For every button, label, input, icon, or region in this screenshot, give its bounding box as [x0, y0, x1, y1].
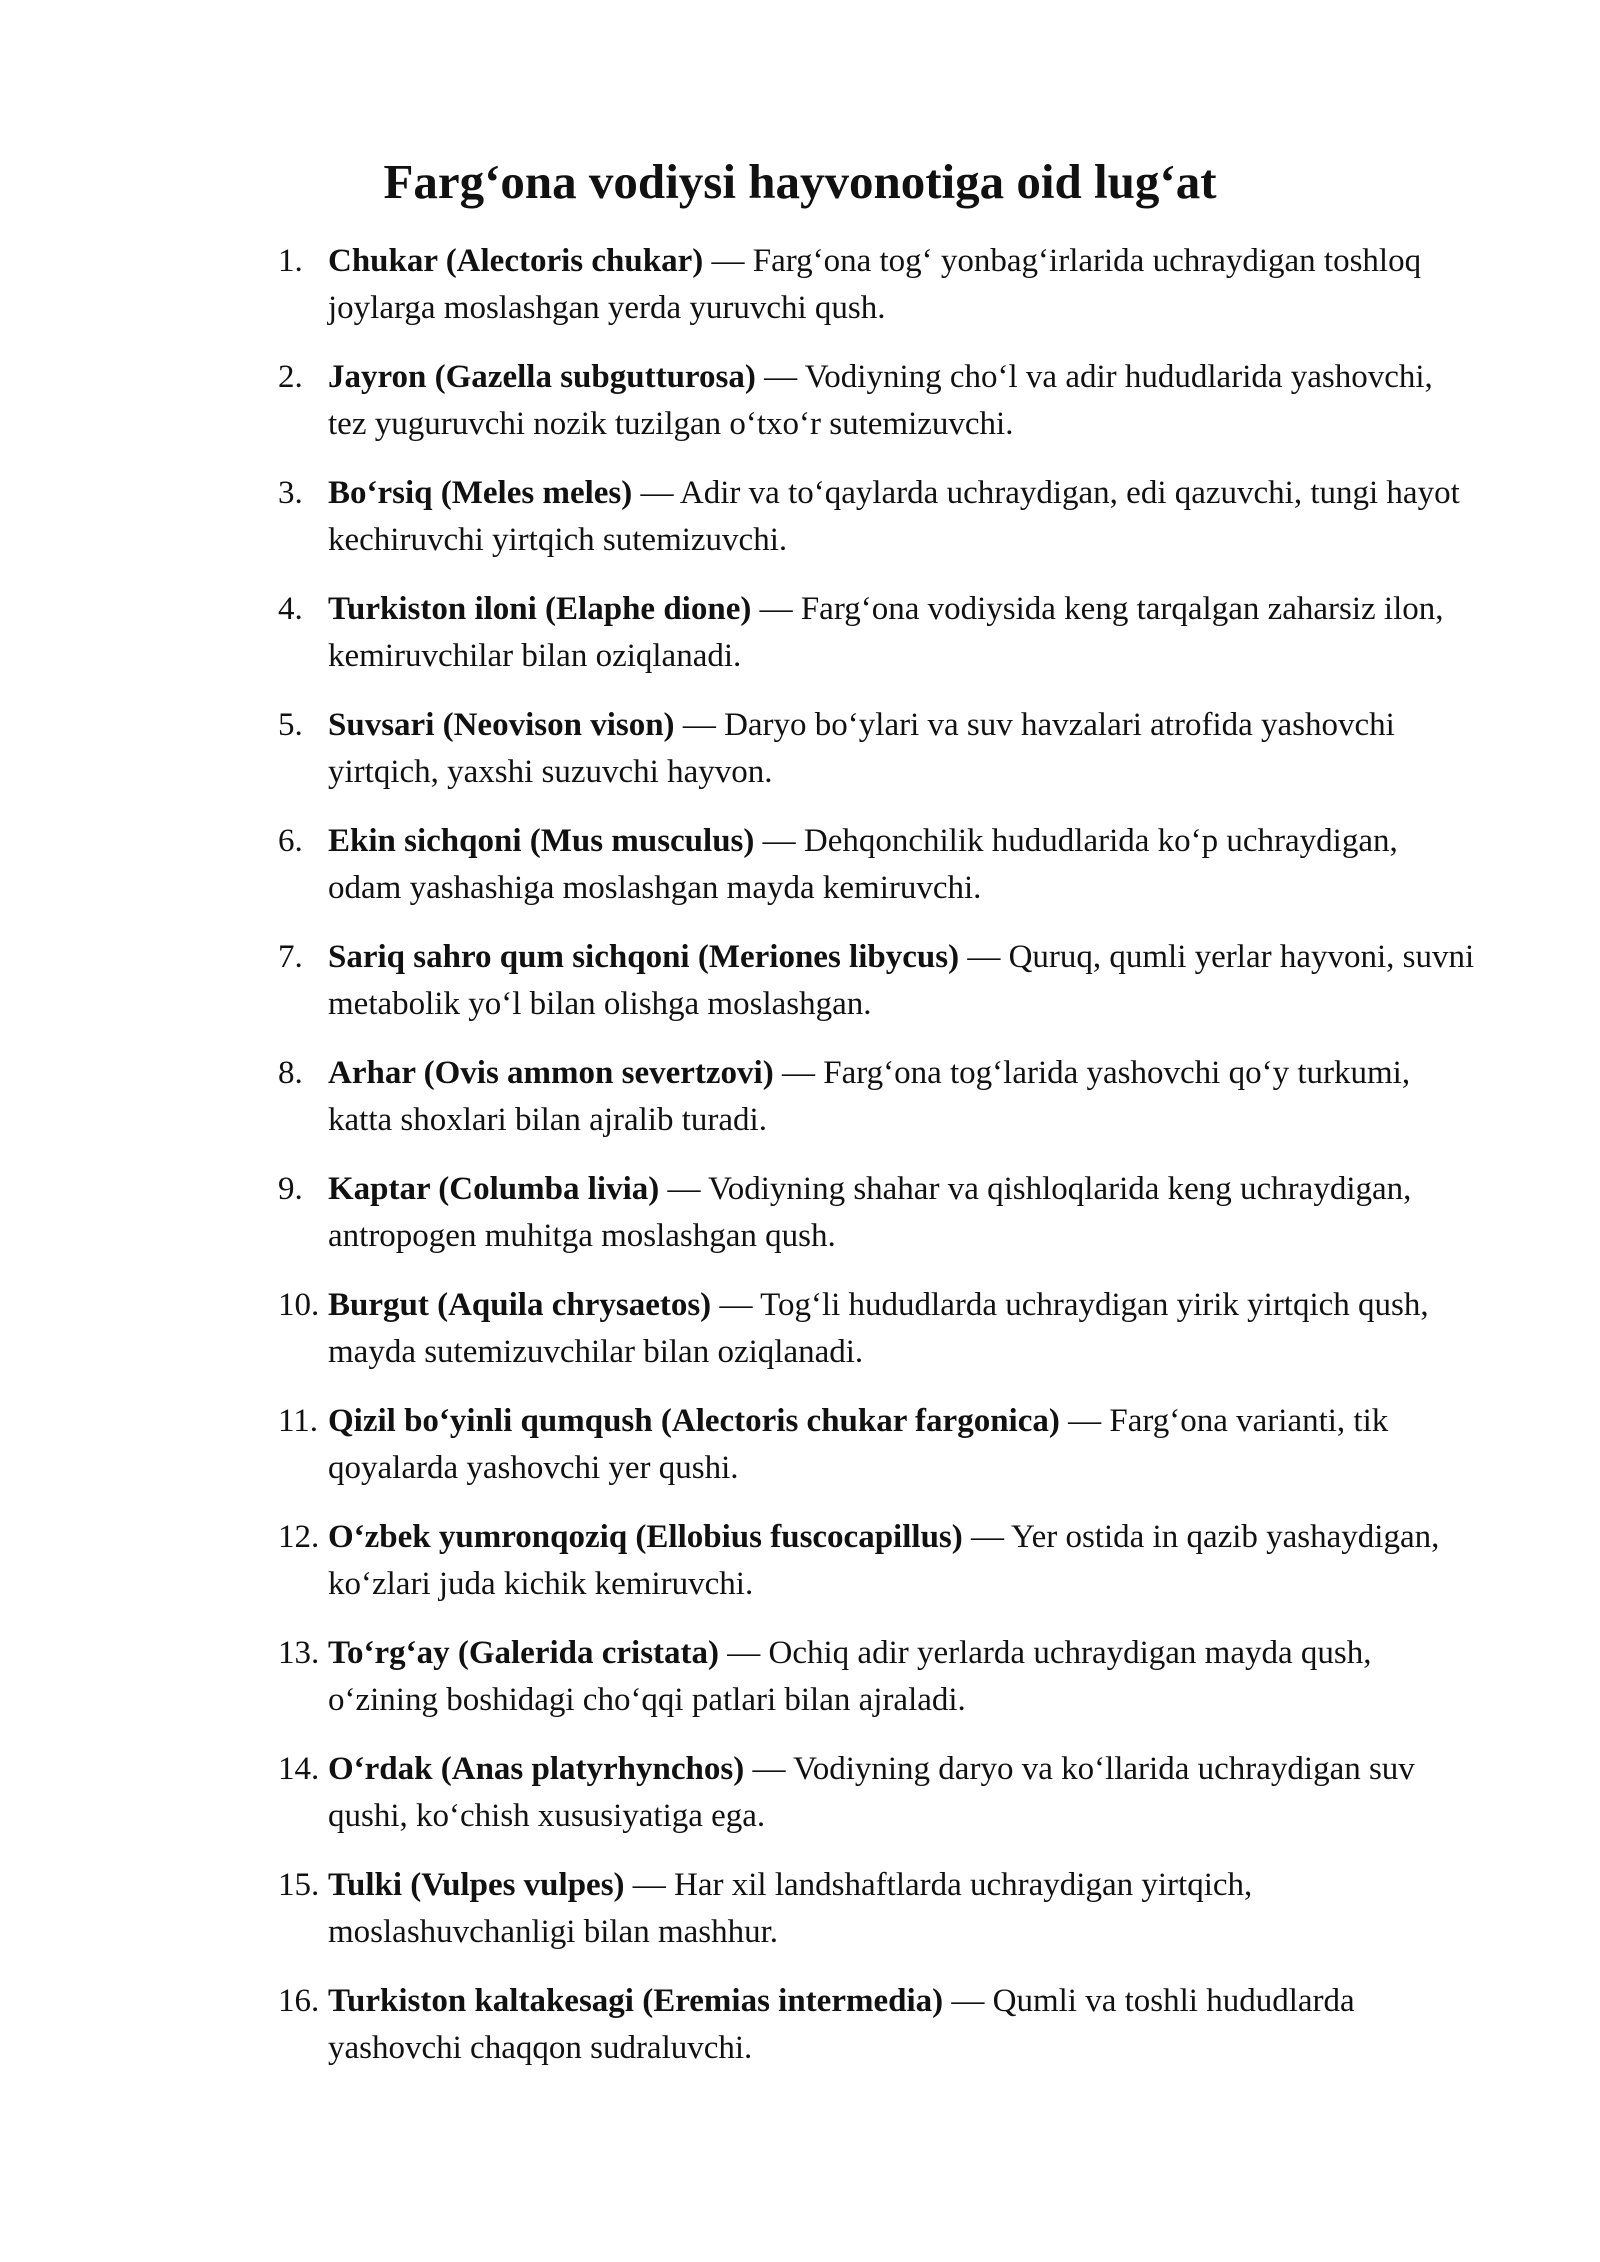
entry-definition: — Yer ostida in qazib yashaydigan, ko‘zlari juda kichik kemiruvchi.	[328, 1519, 1440, 1602]
list-item	[278, 1282, 1478, 1376]
entry-term: O‘zbek yumronqoziq (Ellobius fuscocapillus)	[328, 1519, 963, 1555]
list-item	[278, 1166, 1478, 1260]
entry-definition: — Dehqonchilik hududlarida ko‘p uchraydigan, odam yashashiga moslashgan mayda kemiruvchi.	[328, 823, 1398, 906]
entry-number: 12.	[278, 1519, 320, 1555]
list-item	[278, 934, 1478, 1028]
entry-term: Chukar (Alectoris chukar)	[328, 243, 704, 279]
entry-number: 16.	[278, 1983, 320, 2019]
list-item	[278, 818, 1478, 912]
entry-number: 2.	[278, 359, 303, 395]
entry-term: Suvsari (Neovison vison)	[328, 707, 675, 743]
list-item	[278, 470, 1478, 564]
entry-number: 5.	[278, 707, 303, 743]
entry-definition: — Tog‘li hududlarda uchraydigan yirik yirtqich qush, mayda sutemizuvchilar bilan oziqlanadi.	[328, 1287, 1429, 1370]
entry-number: 3.	[278, 475, 303, 511]
list-item	[278, 1050, 1478, 1144]
entry-number: 7.	[278, 939, 303, 975]
entry-number: 10.	[278, 1287, 320, 1323]
entry-term: Ekin sichqoni (Mus musculus)	[328, 823, 755, 859]
entry-definition: — Vodiyning daryo va ko‘llarida uchraydigan suv qushi, ko‘chish xususiyatiga ega.	[328, 1751, 1415, 1834]
entry-number: 4.	[278, 591, 303, 627]
entry-definition: — Farg‘ona vodiysida keng tarqalgan zaharsiz ilon, kemiruvchilar bilan oziqlanadi.	[328, 591, 1444, 674]
list-item	[278, 1978, 1478, 2072]
entry-definition: — Vodiyning cho‘l va adir hududlarida yashovchi, tez yuguruvchi nozik tuzilgan o‘txo‘r sutemizuvchi.	[328, 359, 1433, 442]
entry-number: 1.	[278, 243, 303, 279]
entry-number: 6.	[278, 823, 303, 859]
entry-term: Bo‘rsiq (Meles meles)	[328, 475, 633, 511]
list-item	[278, 354, 1478, 448]
list-item	[278, 1630, 1478, 1724]
entry-number: 11.	[278, 1403, 319, 1439]
entry-term: Tulki (Vulpes vulpes)	[328, 1867, 625, 1903]
entry-term: Arhar (Ovis ammon severtzovi)	[328, 1055, 774, 1091]
list-item	[278, 1398, 1478, 1492]
entry-term: Turkiston kaltakesagi (Eremias intermedia)	[328, 1983, 944, 2019]
entry-definition: — Farg‘ona tog‘ yonbag‘irlarida uchraydigan toshloq joylarga moslashgan yerda yuruvchi qush.	[328, 243, 1422, 326]
list-item	[278, 1862, 1478, 1956]
entry-definition: — Adir va to‘qaylarda uchraydigan, edi qazuvchi, tungi hayot kechiruvchi yirtqich sutemizuvchi.	[328, 475, 1460, 558]
entry-number: 15.	[278, 1867, 320, 1903]
entry-term: Turkiston iloni (Elaphe dione)	[328, 591, 752, 627]
glossary-list	[278, 238, 1478, 2094]
entry-term: To‘rg‘ay (Galerida cristata)	[328, 1635, 720, 1671]
entry-term: O‘rdak (Anas platyrhynchos)	[328, 1751, 745, 1787]
entry-number: 9.	[278, 1171, 303, 1207]
entry-term: Jayron (Gazella subgutturosa)	[328, 359, 756, 395]
entry-number: 13.	[278, 1635, 320, 1671]
entry-term: Sariq sahro qum sichqoni (Meriones libycus)	[328, 939, 960, 975]
entry-definition: — Vodiyning shahar va qishloqlarida keng uchraydigan, antropogen muhitga moslashgan qush.	[328, 1171, 1412, 1254]
list-item	[278, 238, 1478, 332]
entry-number: 14.	[278, 1751, 320, 1787]
entry-term: Burgut (Aquila chrysaetos)	[328, 1287, 712, 1323]
entry-definition: — Daryo bo‘ylari va suv havzalari atrofida yashovchi yirtqich, yaxshi suzuvchi hayvon.	[328, 707, 1395, 790]
list-item	[278, 586, 1478, 680]
entry-definition: — Har xil landshaftlarda uchraydigan yirtqich, moslashuvchanligi bilan mashhur.	[328, 1867, 1253, 1950]
entry-definition: — Quruq, qumli yerlar hayvoni, suvni metabolik yo‘l bilan olishga moslashgan.	[328, 939, 1475, 1022]
entry-definition: — Ochiq adir yerlarda uchraydigan mayda qush, o‘zining boshidagi cho‘qqi patlari bilan ajraladi.	[328, 1635, 1372, 1718]
list-item	[278, 1746, 1478, 1840]
entry-definition: — Qumli va toshli hududlarda yashovchi chaqqon sudraluvchi.	[328, 1983, 1355, 2066]
page-title: Farg‘ona vodiysi hayvonotiga oid lug‘at	[383, 154, 1217, 209]
list-item	[278, 702, 1478, 796]
entry-term: Kaptar (Columba livia)	[328, 1171, 660, 1207]
entry-number: 8.	[278, 1055, 303, 1091]
entry-definition: — Farg‘ona varianti, tik qoyalarda yashovchi yer qushi.	[328, 1403, 1389, 1486]
entry-definition: — Farg‘ona tog‘larida yashovchi qo‘y turkumi, katta shoxlari bilan ajralib turadi.	[328, 1055, 1411, 1138]
entry-term: Qizil bo‘yinli qumqush (Alectoris chukar fargonica)	[328, 1403, 1060, 1439]
list-item	[278, 1514, 1478, 1608]
